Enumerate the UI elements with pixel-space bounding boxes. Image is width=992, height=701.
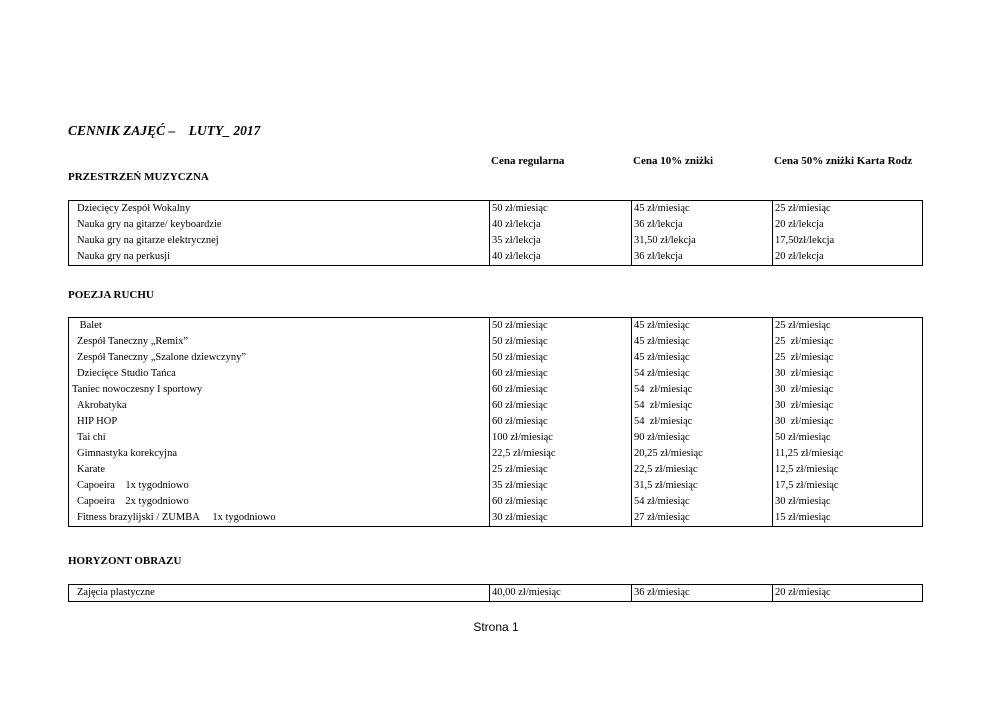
table-row [69,201,923,218]
table-row [69,585,923,602]
regular-price-cell: 40,00 zł/miesiąc [490,585,632,602]
discount50-price-cell: 25 zł/miesiąc [773,350,923,366]
activity-name-cell: Taniec nowoczesny I sportowy [69,382,490,398]
regular-price-cell: 50 zł/miesiąc [490,318,632,335]
table-row [69,334,923,350]
activity-name-cell: Capoeira 1x tygodniowo [69,478,490,494]
discount10-price-cell: 54 zł/miesiąc [632,414,773,430]
column-header-discount50: Cena 50% zniżki Karta Rodz [774,155,913,167]
discount10-price-cell: 45 zł/miesiąc [632,350,773,366]
discount10-price-cell: 54 zł/miesiąc [632,382,773,398]
regular-price-cell: 60 zł/miesiąc [490,382,632,398]
regular-price-cell: 50 zł/miesiąc [490,350,632,366]
page-number: Strona 1 [473,620,519,634]
activity-name-cell: Karate [69,462,490,478]
activity-name-cell: Nauka gry na gitarze elektrycznej [69,233,490,249]
discount10-price-cell: 45 zł/miesiąc [632,201,773,218]
table-row [69,366,923,382]
table-row [69,233,923,249]
discount10-price-cell: 54 zł/miesiąc [632,494,773,510]
discount10-price-cell: 36 zł/miesiąc [632,585,773,602]
table-row [69,510,923,527]
discount50-price-cell: 25 zł/miesiąc [773,318,923,335]
table-row [69,414,923,430]
document-title: CENNIK ZAJĘĆ – LUTY_ 2017 [68,123,261,138]
activity-name-cell: Dziecięce Studio Tańca [69,366,490,382]
table-row [69,382,923,398]
discount10-price-cell: 20,25 zł/miesiąc [632,446,773,462]
discount10-price-cell: 54 zł/miesiąc [632,366,773,382]
activity-name-cell: Dziecięcy Zespół Wokalny [69,201,490,218]
discount50-price-cell: 50 zł/miesiąc [773,430,923,446]
table-row [69,462,923,478]
activity-name-cell: Akrobatyka [69,398,490,414]
regular-price-cell: 40 zł/lekcja [490,217,632,233]
discount50-price-cell: 20 zł/lekcja [773,249,923,266]
discount50-price-cell: 30 zł/miesiąc [773,414,923,430]
regular-price-cell: 35 zł/lekcja [490,233,632,249]
section-title-art: HORYZONT OBRAZU [68,555,182,567]
table-row [69,494,923,510]
discount50-price-cell: 25 zł/miesiąc [773,201,923,218]
discount50-price-cell: 11,25 zł/miesiąc [773,446,923,462]
activity-name-cell: Zajęcia plastyczne [69,585,490,602]
discount10-price-cell: 36 zł/lekcja [632,217,773,233]
discount50-price-cell: 30 zł/miesiąc [773,382,923,398]
price-table-music [68,200,923,266]
table-row [69,318,923,335]
discount50-price-cell: 17,50zł/lekcja [773,233,923,249]
discount50-price-cell: 30 zł/miesiąc [773,398,923,414]
activity-name-cell: Balet [69,318,490,335]
regular-price-cell: 22,5 zł/miesiąc [490,446,632,462]
price-table-dance [68,317,923,527]
activity-name-cell: HIP HOP [69,414,490,430]
regular-price-cell: 60 zł/miesiąc [490,398,632,414]
regular-price-cell: 50 zł/miesiąc [490,201,632,218]
discount50-price-cell: 30 zł/miesiąc [773,366,923,382]
regular-price-cell: 60 zł/miesiąc [490,366,632,382]
discount10-price-cell: 45 zł/miesiąc [632,334,773,350]
discount50-price-cell: 20 zł/miesiąc [773,585,923,602]
table-row [69,430,923,446]
section-title-dance: POEZJA RUCHU [68,289,154,301]
discount10-price-cell: 90 zł/miesiąc [632,430,773,446]
activity-name-cell: Gimnastyka korekcyjna [69,446,490,462]
discount50-price-cell: 20 zł/lekcja [773,217,923,233]
regular-price-cell: 60 zł/miesiąc [490,414,632,430]
activity-name-cell: Nauka gry na gitarze/ keyboardzie [69,217,490,233]
discount10-price-cell: 54 zł/miesiąc [632,398,773,414]
table-row [69,478,923,494]
activity-name-cell: Tai chi [69,430,490,446]
activity-name-cell: Capoeira 2x tygodniowo [69,494,490,510]
discount10-price-cell: 31,5 zł/miesiąc [632,478,773,494]
discount10-price-cell: 22,5 zł/miesiąc [632,462,773,478]
discount10-price-cell: 31,50 zł/lekcja [632,233,773,249]
discount10-price-cell: 45 zł/miesiąc [632,318,773,335]
regular-price-cell: 40 zł/lekcja [490,249,632,266]
regular-price-cell: 30 zł/miesiąc [490,510,632,527]
price-table-art [68,584,923,602]
activity-name-cell: Zespół Taneczny „Szalone dziewczyny” [69,350,490,366]
table-row [69,446,923,462]
table-row [69,249,923,266]
discount10-price-cell: 36 zł/lekcja [632,249,773,266]
discount10-price-cell: 27 zł/miesiąc [632,510,773,527]
column-header-discount10: Cena 10% zniżki [633,155,714,167]
column-header-regular: Cena regularna [491,155,565,167]
regular-price-cell: 60 zł/miesiąc [490,494,632,510]
table-row [69,217,923,233]
table-row [69,350,923,366]
activity-name-cell: Fitness brazylijski / ZUMBA 1x tygodniowo [69,510,490,527]
regular-price-cell: 35 zł/miesiąc [490,478,632,494]
regular-price-cell: 25 zł/miesiąc [490,462,632,478]
discount50-price-cell: 25 zł/miesiąc [773,334,923,350]
discount50-price-cell: 12,5 zł/miesiąc [773,462,923,478]
discount50-price-cell: 15 zł/miesiąc [773,510,923,527]
activity-name-cell: Zespół Taneczny „Remix” [69,334,490,350]
activity-name-cell: Nauka gry na perkusji [69,249,490,266]
table-row [69,398,923,414]
regular-price-cell: 100 zł/miesiąc [490,430,632,446]
discount50-price-cell: 30 zł/miesiąc [773,494,923,510]
discount50-price-cell: 17,5 zł/miesiąc [773,478,923,494]
regular-price-cell: 50 zł/miesiąc [490,334,632,350]
section-title-music: PRZESTRZEŃ MUZYCZNA [68,171,209,183]
